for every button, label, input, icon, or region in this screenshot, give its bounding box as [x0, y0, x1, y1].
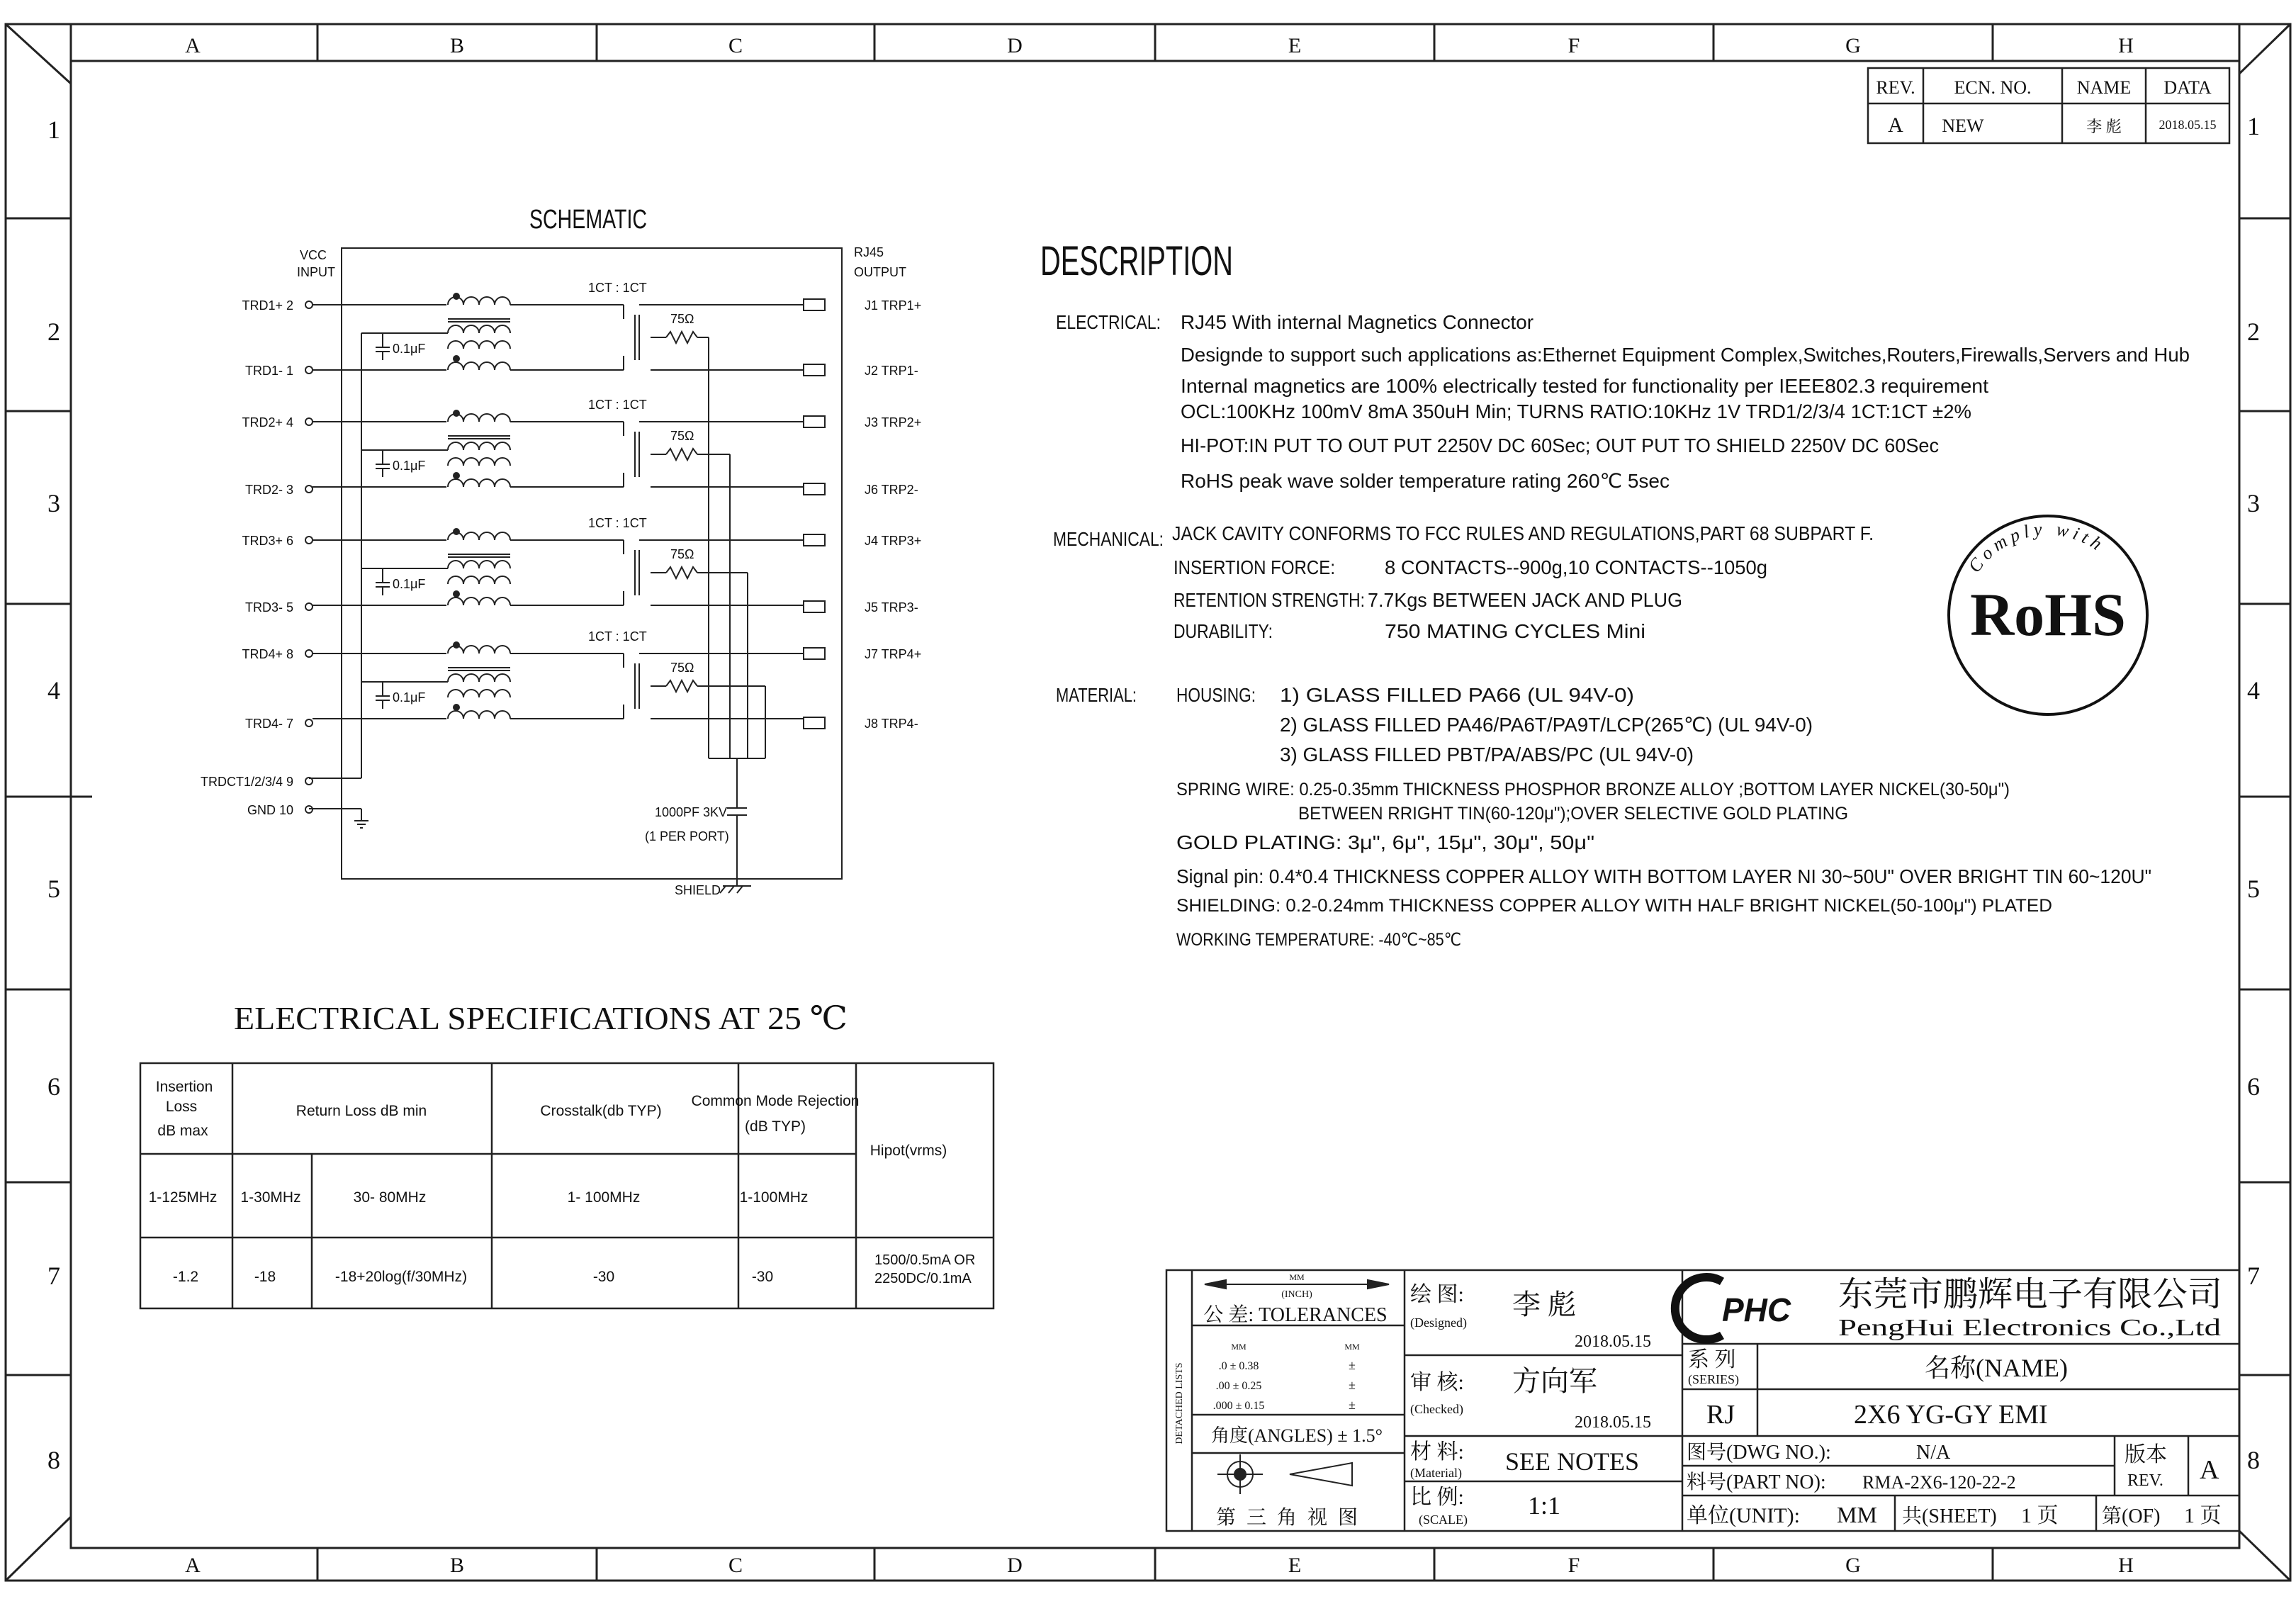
right-pin-label: J8 TRP4- [865, 717, 918, 731]
right-pin-label: J6 TRP2- [865, 483, 918, 497]
tol-mm-right: MM [1344, 1342, 1360, 1352]
col-bottom-C: C [728, 1554, 743, 1577]
revision-table [1868, 68, 2229, 143]
col-bottom-E: E [1288, 1554, 1302, 1577]
insertion-header-2: Loss [165, 1099, 198, 1115]
part-label: 料号(PART NO): [1687, 1471, 1826, 1493]
row-left-7: 7 [47, 1262, 60, 1290]
rj45-output-label: OUTPUT [854, 265, 906, 279]
col-top-E: E [1288, 34, 1302, 57]
return-loss-header: Return Loss dB min [296, 1103, 427, 1119]
housing-line-3: 3) GLASS FILLED PBT/PA/ABS/PC (UL 94V-0) [1280, 744, 1694, 765]
left-pin-label: TRD2- 3 [244, 483, 293, 497]
angles-label: 角度(ANGLES) ± 1.5° [1210, 1425, 1383, 1446]
left-pin-label: TRD1- 1 [244, 364, 293, 378]
mm-label-top: MM [1289, 1272, 1305, 1282]
tol-pm-3: ± [1349, 1398, 1356, 1412]
electrical-line-3: Internal magnetics are 100% electrically tested for functionality per IEEE802.3 requirement [1181, 375, 1989, 397]
value-insertion: -1.2 [172, 1269, 199, 1285]
scale-value: 1:1 [1528, 1491, 1561, 1520]
company-cn: 东莞市鹏辉电子有限公司 [1838, 1276, 2222, 1313]
tol-row-1: .0 ± 0.38 [1218, 1360, 1259, 1372]
shield-label: SHIELD [675, 883, 721, 897]
scale-label: 比 例: [1410, 1486, 1464, 1509]
col-top-A: A [185, 34, 201, 57]
value-return-high: -18+20log(f/30MHz) [334, 1269, 468, 1285]
sheet-label: 共(SHEET) [1902, 1505, 1997, 1527]
resistor-label: 75Ω [670, 547, 694, 561]
col-top-C: C [728, 34, 743, 57]
insertion-header-1: Insertion [155, 1079, 213, 1095]
electrical-line-4: OCL:100KHz 100mV 8mA 350uH Min; TURNS RATIO:10KHz 1V TRD1/2/3/4 1CT:1CT ±2% [1181, 400, 1971, 422]
rj45-label: RJ45 [853, 245, 884, 259]
freq-crosstalk: 1- 100MHz [567, 1189, 641, 1206]
side-label: DETACHED LISTS [1174, 1362, 1185, 1444]
sheet-value: 1 页 [2021, 1504, 2059, 1527]
projection-symbol [1217, 1454, 1352, 1494]
row-right-2: 2 [2247, 318, 2260, 346]
cmr-header-2: (dB TYP) [745, 1118, 806, 1135]
schematic-title: SCHEMATIC [529, 205, 647, 235]
version-label: 版本 [2125, 1443, 2167, 1466]
rohs-stamp [1949, 516, 2147, 714]
row-left-2: 2 [47, 318, 60, 346]
description-title: DESCRIPTION [1040, 238, 1233, 284]
cap-label: 0.1μF [393, 577, 426, 591]
cap-label: 0.1μF [393, 459, 426, 473]
mechanical-label: MECHANICAL: [1053, 528, 1164, 550]
col-top-H: H [2118, 34, 2134, 57]
right-pin-label: J1 TRP1+ [865, 298, 922, 313]
series-value: RJ [1706, 1400, 1735, 1430]
phc-logo [1675, 1277, 1791, 1340]
resistor-label: 75Ω [670, 661, 694, 675]
version-en: REV. [2127, 1471, 2163, 1490]
spring-wire-line: SPRING WIRE: 0.25-0.35mm THICKNESS PHOSPHOR BRONZE ALLOY ;BOTTOM LAYER NICKEL(30-50μ") [1176, 780, 2010, 800]
scale-en: (SCALE) [1419, 1513, 1468, 1527]
of-label: 第(OF) [2102, 1505, 2161, 1527]
checked-name: 方向军 [1512, 1365, 1597, 1397]
value-crosstalk: -30 [592, 1269, 615, 1285]
dwg-value: N/A [1916, 1442, 1951, 1464]
left-pin-label: TRD3- 5 [244, 600, 293, 615]
hipot-value-1: 1500/0.5mA OR [874, 1252, 976, 1268]
insertion-header-3: dB max [157, 1123, 208, 1139]
col-top-D: D [1007, 34, 1023, 57]
col-top-G: G [1845, 34, 1861, 57]
left-pin-label: TRDCT1/2/3/4 9 [200, 775, 293, 789]
insertion-force-value: 8 CONTACTS--900g,10 CONTACTS--1050g [1385, 556, 1767, 578]
tolerances-label: 公 差: TOLERANCES [1203, 1304, 1388, 1326]
spring-wire-line-2: BETWEEN RRIGHT TIN(60-120μ");OVER SELECTIVE GOLD PLATING [1298, 804, 1848, 824]
pin-terminal [305, 486, 313, 493]
ecn-header: ECN. NO. [1954, 77, 2032, 98]
right-pin-label: J5 TRP3- [865, 600, 918, 615]
date-header: DATA [2163, 77, 2212, 98]
left-pin-label: TRD1+ 2 [242, 298, 293, 313]
value-return-low: -18 [254, 1269, 276, 1285]
of-value: 1 页 [2184, 1504, 2222, 1527]
left-pin-label: TRD2+ 4 [242, 415, 293, 430]
tol-pm-1: ± [1349, 1358, 1356, 1372]
pin-terminal [305, 603, 313, 610]
signal-pin-line: Signal pin: 0.4*0.4 THICKNESS COPPER ALLOY WITH BOTTOM LAYER NI 30~50U" OVER BRIGHT TIN 60~120U" [1176, 865, 2151, 887]
rj45-contact [804, 299, 825, 310]
electrical-label: ELECTRICAL: [1056, 311, 1161, 333]
cap-label: 0.1μF [393, 342, 426, 356]
pin-terminal [305, 366, 313, 374]
turns-ratio-label: 1CT : 1CT [588, 516, 647, 530]
row-left-3: 3 [47, 489, 60, 517]
col-top-F: F [1568, 34, 1580, 57]
drawn-label: 绘 图: [1410, 1283, 1464, 1306]
electrical-line-5: HI-POT:IN PUT TO OUT PUT 2250V DC 60Sec; OUT PUT TO SHIELD 2250V DC 60Sec [1181, 434, 1939, 456]
series-label: 系 列 [1688, 1348, 1736, 1371]
rohs-arc-text: Comply with [1964, 518, 2110, 577]
tol-row-3: .000 ± 0.15 [1212, 1400, 1265, 1412]
row-left-8: 8 [47, 1446, 60, 1474]
gold-plating-line: GOLD PLATING: 3μ", 6μ", 15μ", 30μ", 50μ" [1176, 831, 1594, 853]
rj45-contact [804, 717, 825, 729]
row-left-6: 6 [47, 1072, 60, 1101]
col-bottom-G: G [1845, 1554, 1861, 1577]
schematic [201, 205, 921, 897]
material-tb-value: SEE NOTES [1505, 1447, 1639, 1476]
resistor-label: 75Ω [670, 312, 694, 326]
rj45-contact [804, 601, 825, 612]
right-pin-label: J3 TRP2+ [865, 415, 922, 430]
drawn-date: 2018.05.15 [1575, 1332, 1651, 1351]
right-pin-label: J2 TRP1- [865, 364, 918, 378]
company-en: PengHui Electronics Co.,Ltd [1838, 1315, 2221, 1341]
inch-label: (INCH) [1281, 1289, 1312, 1300]
hipot-header: Hipot(vrms) [870, 1143, 947, 1159]
turns-ratio-label: 1CT : 1CT [588, 629, 647, 644]
rohs-mark: RoHS [1970, 580, 2126, 649]
housing-line-1: 1) GLASS FILLED PA66 (UL 94V-0) [1280, 684, 1634, 706]
resistor-label: 75Ω [670, 429, 694, 443]
rj45-contact [804, 364, 825, 376]
col-top-B: B [449, 34, 465, 57]
unit-value: MM [1837, 1502, 1877, 1527]
row-right-1: 1 [2247, 112, 2260, 140]
rev-header: REV. [1876, 77, 1915, 98]
crosstalk-header: Crosstalk(db TYP) [540, 1103, 662, 1119]
material-label: MATERIAL: [1056, 684, 1137, 706]
hipot-value-2: 2250DC/0.1mA [874, 1271, 972, 1286]
title-block [1166, 1270, 2239, 1531]
name-label: 名称(NAME) [1925, 1354, 2068, 1382]
working-temp-line: WORKING TEMPERATURE: -40℃~85℃ [1176, 930, 1461, 950]
series-en: (SERIES) [1688, 1372, 1739, 1386]
cmr-header-1: Common Mode Rejection [691, 1093, 860, 1109]
rj45-contact [804, 648, 825, 659]
svg-text:Comply with [1964, 518, 2110, 576]
drawn-name: 李 彪 [1512, 1289, 1576, 1320]
tol-pm-2: ± [1349, 1378, 1356, 1392]
left-pin-label: TRD4- 7 [244, 717, 293, 731]
insertion-force-label: INSERTION FORCE: [1174, 556, 1335, 578]
rev-value: A [1888, 113, 1903, 137]
projection-label: 第 三 角 视 图 [1215, 1507, 1361, 1529]
pin-terminal [305, 650, 313, 657]
col-bottom-B: B [449, 1554, 465, 1577]
name-header: NAME [2076, 77, 2132, 98]
freq-return-high: 30- 80MHz [353, 1189, 427, 1206]
specs-title: ELECTRICAL SPECIFICATIONS AT 25 ℃ [234, 1000, 848, 1036]
row-right-6: 6 [2247, 1072, 2260, 1101]
turns-ratio-label: 1CT : 1CT [588, 281, 647, 295]
pin-terminal [305, 301, 313, 308]
hv-cap-note: (1 PER PORT) [645, 829, 729, 843]
ecn-value: NEW [1942, 116, 1984, 136]
row-left-1: 1 [47, 116, 60, 144]
value-cmr: -30 [751, 1269, 774, 1285]
drawn-en: (Designed) [1410, 1315, 1467, 1330]
cap-label: 0.1μF [393, 690, 426, 705]
material-tb-en: (Material) [1410, 1466, 1462, 1480]
dwg-label: 图号(DWG NO.): [1687, 1442, 1831, 1464]
freq-return-low: 1-30MHz [240, 1189, 301, 1206]
col-bottom-F: F [1568, 1554, 1580, 1577]
pin-terminal [305, 418, 313, 425]
row-right-7: 7 [2247, 1262, 2260, 1290]
left-pin-label: TRD4+ 8 [242, 647, 293, 661]
col-bottom-A: A [185, 1554, 201, 1577]
retention-value: 7.7Kgs BETWEEN JACK AND PLUG [1368, 589, 1682, 611]
channel-2 [313, 398, 804, 758]
part-value: RMA-2X6-120-22-2 [1862, 1472, 2016, 1493]
pin-terminal [305, 719, 313, 726]
row-left-4: 4 [47, 676, 60, 705]
phc-logo-text: PHC [1722, 1291, 1791, 1328]
unit-label: 单位(UNIT): [1687, 1504, 1800, 1527]
electrical-specs [140, 1000, 994, 1308]
hv-cap-value: 1000PF 3KV [655, 805, 728, 819]
material-tb-label: 材 料: [1410, 1440, 1464, 1464]
row-left-5: 5 [47, 875, 60, 903]
mechanical-line-1: JACK CAVITY CONFORMS TO FCC RULES AND REGULATIONS,PART 68 SUBPART F. [1172, 522, 1874, 544]
checked-en: (Checked) [1410, 1402, 1463, 1416]
vcc-label: VCC [299, 248, 327, 262]
left-pin-label: TRD3+ 6 [242, 534, 293, 548]
name-value: 李 彪 [2086, 118, 2122, 135]
housing-label: HOUSING: [1176, 684, 1256, 706]
right-pin-label: J7 TRP4+ [865, 647, 922, 661]
electrical-line-6: RoHS peak wave solder temperature rating 260℃ 5sec [1181, 470, 1670, 492]
freq-insertion: 1-125MHz [148, 1189, 218, 1206]
pin-terminal [305, 537, 313, 544]
row-right-8: 8 [2247, 1446, 2260, 1474]
rj45-contact [804, 416, 825, 427]
retention-label: RETENTION STRENGTH: [1174, 589, 1365, 611]
checked-date: 2018.05.15 [1575, 1413, 1651, 1432]
col-bottom-H: H [2118, 1554, 2134, 1577]
tol-mm-left: MM [1231, 1342, 1247, 1352]
rj45-contact [804, 534, 825, 546]
row-right-5: 5 [2247, 875, 2260, 903]
col-bottom-D: D [1007, 1554, 1023, 1577]
row-right-4: 4 [2247, 676, 2260, 705]
right-pin-label: J4 TRP3+ [865, 534, 922, 548]
vcc-input-label: INPUT [297, 265, 335, 279]
shielding-line: SHIELDING: 0.2-0.24mm THICKNESS COPPER ALLOY WITH HALF BRIGHT NICKEL(50-100μ") PLATED [1176, 896, 2052, 916]
electrical-line-1: RJ45 With internal Magnetics Connector [1181, 311, 1534, 333]
tol-row-2: .00 ± 0.25 [1215, 1380, 1262, 1392]
freq-cmr: 1-100MHz [739, 1189, 809, 1206]
rj45-contact [804, 483, 825, 495]
electrical-line-2: Designde to support such applications as:Ethernet Equipment Complex,Switches,Routers,Firewalls,Servers and Hub [1181, 344, 2190, 366]
left-pin-label: GND 10 [247, 803, 293, 817]
name-value: 2X6 YG-GY EMI [1854, 1400, 2048, 1430]
turns-ratio-label: 1CT : 1CT [588, 398, 647, 412]
date-value: 2018.05.15 [2159, 118, 2217, 132]
durability-value: 750 MATING CYCLES Mini [1385, 620, 1645, 642]
checked-label: 审 核: [1410, 1371, 1464, 1394]
row-right-3: 3 [2247, 489, 2260, 517]
version-value: A [2200, 1455, 2219, 1485]
durability-label: DURABILITY: [1174, 620, 1273, 642]
housing-line-2: 2) GLASS FILLED PA46/PA6T/PA9T/LCP(265℃) (UL 94V-0) [1280, 714, 1813, 736]
